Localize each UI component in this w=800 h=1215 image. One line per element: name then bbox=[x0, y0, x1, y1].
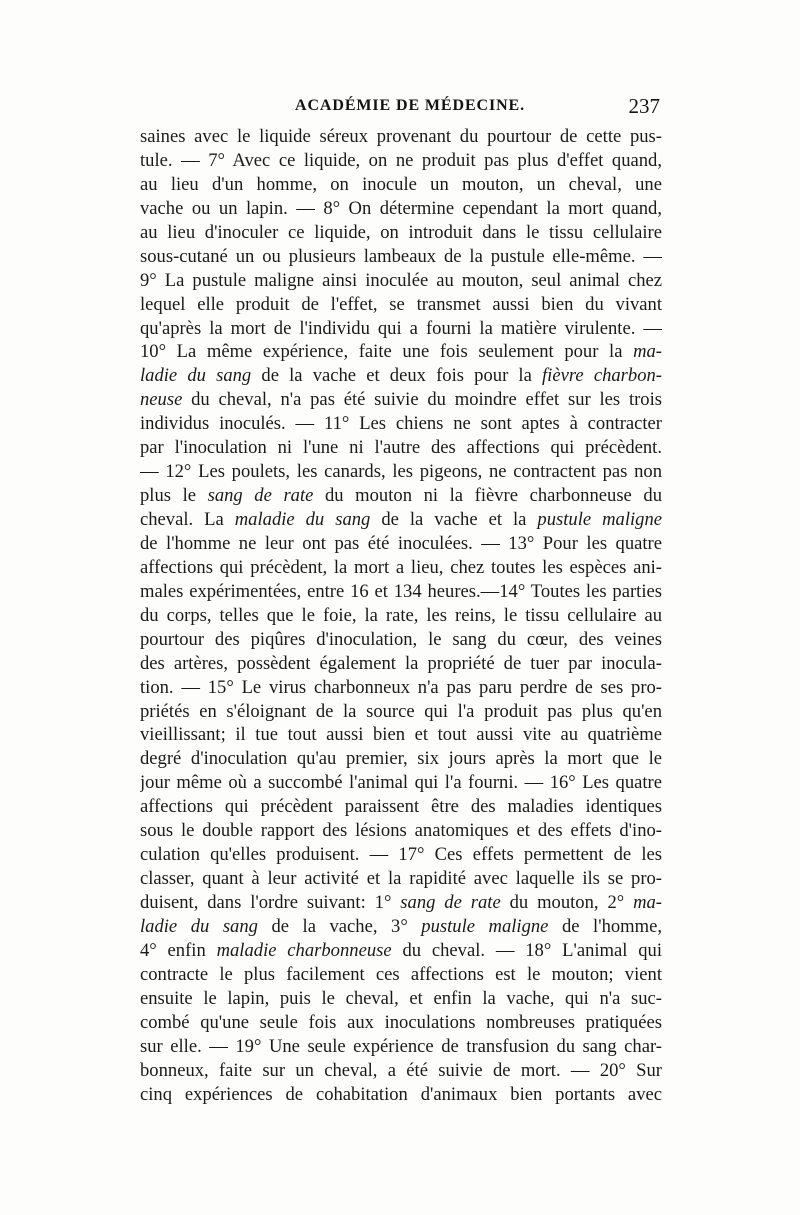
text-segment: du cheval, n'a pas été suivie du moindre effet sur les trois bbox=[182, 389, 662, 411]
text-line bbox=[140, 436, 662, 460]
text-line bbox=[140, 245, 662, 269]
text-segment: contracte le plus facilement ces affections est le mouton; vient bbox=[140, 963, 662, 985]
text-segment: priétés en s'éloignant de la source qui l'a produit pas plus qu'en bbox=[140, 700, 662, 722]
text-segment: sous le double rapport des lésions anatomiques et des effets d'ino- bbox=[140, 820, 662, 842]
text-segment: males expérimentées, entre 16 et 134 heures.—14° Toutes les parties bbox=[140, 580, 662, 602]
italic-text: fièvre charbon- bbox=[542, 365, 662, 387]
text-line bbox=[140, 771, 662, 795]
text-segment: de la vache et deux fois pour la bbox=[251, 365, 543, 387]
text-line bbox=[140, 364, 662, 388]
text-segment: du cheval. — 18° L'animal qui bbox=[391, 939, 662, 961]
text-line bbox=[140, 915, 662, 939]
text-line bbox=[140, 963, 662, 987]
text-segment: duisent, dans l'ordre suivant: 1° bbox=[140, 892, 401, 913]
text-segment: de l'homme ne leur ont pas été inoculées. — 13° Pour les quatre bbox=[140, 532, 662, 554]
text-line bbox=[140, 412, 662, 436]
running-head bbox=[140, 94, 660, 121]
text-line bbox=[140, 556, 662, 580]
text-segment: culation qu'elles produisent. — 17° Ces effets permettent de les bbox=[140, 844, 662, 866]
italic-text: ladie du sang bbox=[140, 365, 252, 387]
text-line bbox=[140, 867, 662, 891]
text-segment: de la vache, 3° bbox=[257, 915, 422, 937]
text-segment: par l'inoculation ni l'une ni l'autre des affections qui précèdent. bbox=[140, 437, 662, 459]
body-text bbox=[140, 125, 662, 1106]
text-line bbox=[140, 293, 662, 317]
text-line bbox=[140, 1083, 662, 1107]
text-line bbox=[140, 580, 662, 604]
text-segment: affections qui précèdent paraissent être des maladies identiques bbox=[140, 796, 662, 818]
text-line bbox=[140, 604, 662, 628]
text-segment: degré d'inoculation qu'au premier, six jours après la mort que le bbox=[140, 748, 662, 770]
italic-text: neuse bbox=[140, 389, 183, 411]
text-segment: vache ou un lapin. — 8° On détermine cependant la mort quand, bbox=[140, 197, 662, 219]
text-segment: de l'homme, bbox=[548, 915, 662, 937]
text-line bbox=[140, 795, 662, 819]
text-line bbox=[140, 987, 662, 1011]
text-line bbox=[140, 723, 662, 747]
text-line bbox=[140, 125, 662, 149]
text-segment: du mouton ni la fièvre charbonneuse du bbox=[313, 485, 662, 507]
text-line bbox=[140, 1011, 662, 1035]
text-segment: affections qui précèdent, la mort a lieu, chez toutes les espèces ani- bbox=[140, 556, 662, 578]
text-segment: de la vache et la bbox=[370, 509, 538, 530]
text-segment: sur elle. — 19° Une seule expérience de transfusion du sang char- bbox=[140, 1035, 662, 1057]
text-segment: des artères, possèdent également la propriété de tuer par inocula- bbox=[140, 652, 662, 674]
italic-text: pustule maligne bbox=[537, 509, 662, 530]
text-segment: pourtour des piqûres d'inoculation, le sang du cœur, des veines bbox=[140, 628, 662, 650]
text-line bbox=[140, 149, 662, 173]
text-segment: cinq expériences de cohabitation d'animaux bien portants avec bbox=[140, 1083, 662, 1105]
text-line bbox=[140, 221, 662, 245]
text-segment: plus le bbox=[140, 485, 208, 507]
text-line bbox=[140, 1035, 662, 1059]
text-line bbox=[140, 460, 662, 484]
text-segment: 9° La pustule maligne ainsi inoculée au mouton, seul animal chez bbox=[140, 269, 662, 291]
text-segment: cheval. La bbox=[140, 509, 235, 530]
text-line bbox=[140, 388, 662, 412]
text-line bbox=[140, 484, 662, 508]
text-segment: qu'après la mort de l'individu qui a fourni la matière virulente. — bbox=[140, 317, 662, 339]
text-line bbox=[140, 676, 662, 700]
italic-text: maladie du sang bbox=[234, 509, 371, 530]
text-segment: au lieu d'un homme, on inocule un mouton, un cheval, une bbox=[140, 173, 662, 195]
italic-text: sang de rate bbox=[207, 485, 314, 507]
running-title: ACADÉMIE DE MÉDECINE. bbox=[295, 97, 526, 114]
text-line bbox=[140, 891, 662, 915]
italic-text: sang de rate bbox=[400, 892, 501, 913]
text-segment: lequel elle produit de l'effet, se transmet aussi bien du vivant bbox=[140, 293, 662, 315]
italic-text: ma- bbox=[633, 341, 662, 363]
text-line bbox=[140, 197, 662, 221]
text-line bbox=[140, 508, 662, 532]
text-segment: du mouton, 2° bbox=[500, 892, 634, 913]
text-segment: ensuite le lapin, puis le cheval, et enfin la vache, qui n'a suc- bbox=[140, 987, 662, 1009]
text-segment: jour même où a succombé l'animal qui l'a fourni. — 16° Les quatre bbox=[140, 772, 662, 794]
text-segment: bonneux, faite sur un cheval, a été suivie de mort. — 20° Sur bbox=[140, 1059, 662, 1081]
text-segment: vieillissant; il tue tout aussi bien et tout aussi vite au quatrième bbox=[140, 724, 662, 746]
text-segment: sous-cutané un ou plusieurs lambeaux de la pustule elle-même. — bbox=[140, 245, 662, 267]
text-segment: saines avec le liquide séreux provenant du pourtour de cette pus- bbox=[140, 126, 662, 147]
text-line bbox=[140, 747, 662, 771]
italic-text: maladie charbonneuse bbox=[216, 939, 392, 961]
text-line bbox=[140, 173, 662, 197]
italic-text: pustule maligne bbox=[421, 915, 549, 937]
text-line bbox=[140, 819, 662, 843]
text-segment: du corps, telles que le foie, la rate, les reins, le tissu cellulaire au bbox=[140, 604, 662, 626]
text-line bbox=[140, 843, 662, 867]
text-segment: tule. — 7° Avec ce liquide, on ne produit pas plus d'effet quand, bbox=[140, 149, 662, 171]
text-segment: — 12° Les poulets, les canards, les pigeons, ne contractent pas non bbox=[140, 461, 662, 483]
text-segment: individus inoculés. — 11° Les chiens ne sont aptes à contracter bbox=[140, 413, 662, 435]
text-line bbox=[140, 340, 662, 364]
text-line bbox=[140, 532, 662, 556]
italic-text: ma- bbox=[633, 892, 662, 913]
text-line bbox=[140, 628, 662, 652]
text-line bbox=[140, 269, 662, 293]
text-segment: classer, quant à leur activité et la rapidité avec laquelle ils se pro- bbox=[140, 868, 662, 890]
italic-text: ladie du sang bbox=[140, 915, 258, 937]
text-segment: 10° La même expérience, faite une fois seulement pour la bbox=[140, 341, 634, 363]
text-line bbox=[140, 1059, 662, 1083]
text-segment: combé qu'une seule fois aux inoculations nombreuses pratiquées bbox=[140, 1011, 662, 1033]
text-segment: tion. — 15° Le virus charbonneux n'a pas paru perdre de ses pro- bbox=[140, 676, 662, 698]
page-number: 237 bbox=[628, 94, 660, 118]
text-line bbox=[140, 652, 662, 676]
text-line bbox=[140, 700, 662, 724]
text-line bbox=[140, 939, 662, 963]
text-segment: au lieu d'inoculer ce liquide, on introduit dans le tissu cellulaire bbox=[140, 221, 662, 243]
text-segment: 4° enfin bbox=[140, 939, 217, 961]
text-line bbox=[140, 317, 662, 341]
